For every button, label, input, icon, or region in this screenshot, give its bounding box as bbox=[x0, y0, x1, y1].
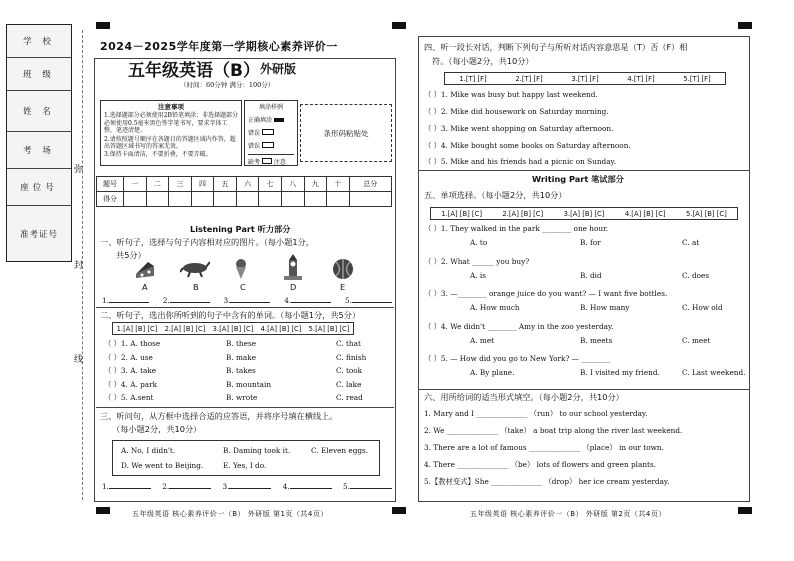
answer-option[interactable]: 4.[A] [B] [C] bbox=[260, 324, 302, 333]
seal-word: 封 bbox=[74, 261, 84, 271]
answer-option[interactable]: 4.[A] [B] [C] bbox=[624, 209, 666, 218]
answer-option[interactable]: 5.[T] [F] bbox=[683, 74, 711, 83]
answer-option[interactable]: 1.[T] [F] bbox=[459, 74, 487, 83]
score-table bbox=[96, 176, 392, 207]
q4-answer-sheet bbox=[444, 72, 726, 85]
response-option: A. No, I didn't. bbox=[121, 446, 176, 455]
response-option: B. Daming took it. bbox=[223, 446, 291, 455]
score-col: 一 bbox=[124, 177, 147, 192]
q4-item: （ ）2. Mike did housework on Saturday morning. bbox=[424, 107, 609, 116]
q5-stem: （ ）3. —________ orange juice do you want? — I want five bottles. bbox=[424, 289, 668, 298]
q5-stem: （ ）5. — How did you go to New York? — ________ bbox=[424, 354, 611, 363]
q5-option: B. How many bbox=[580, 303, 630, 312]
q5-option: C. does bbox=[682, 270, 710, 280]
score-col: 六 bbox=[236, 177, 259, 192]
answer-option[interactable]: 3.[A] [B] [C] bbox=[563, 209, 605, 218]
absent-checkbox[interactable] bbox=[262, 158, 272, 164]
answer-option[interactable]: 1.[A] [B] [C] bbox=[441, 209, 482, 218]
score-col: 二 bbox=[146, 177, 169, 192]
ticket-number-field[interactable]: 准考证号 bbox=[19, 230, 58, 240]
q4-instruction-cont: 符。（每小题2分，共10分） bbox=[432, 56, 534, 66]
score-cell[interactable] bbox=[146, 192, 169, 207]
alignment-mark bbox=[96, 22, 110, 29]
score-row-label: 题号 bbox=[97, 177, 124, 192]
answer-option[interactable]: 5.[A] [B] [C] bbox=[308, 324, 350, 333]
q3-instruction: 三、听问句，从方框中选择合适的应答语，并将序号填在横线上。 bbox=[100, 411, 338, 421]
pic-letter: E bbox=[340, 282, 346, 292]
page-footer: 五年级英语 核心素养评价一（B） 外研版 第1页（共4页） bbox=[132, 510, 328, 518]
q5-option: A. How much bbox=[470, 303, 520, 312]
q2-item-part: （ ）4. A. park bbox=[104, 379, 158, 389]
score-cell[interactable] bbox=[236, 192, 259, 207]
q6-item[interactable]: 4. There ______________ （be） lots of flowers and green plants. bbox=[424, 460, 657, 469]
q6-item[interactable]: 1. Mary and I ______________ （run） to our school yesterday. bbox=[424, 409, 648, 418]
score-cell[interactable] bbox=[349, 192, 391, 207]
q4-item: （ ）5. Mike and his friends had a picnic on Sunday. bbox=[424, 157, 617, 166]
q2-item-part: B. make bbox=[226, 352, 257, 362]
seal-word: 弥 bbox=[74, 165, 84, 175]
response-option: E. Yes, I do. bbox=[223, 461, 267, 470]
divider bbox=[96, 407, 394, 408]
name-field[interactable]: 姓 名 bbox=[7, 91, 71, 132]
score-col: 八 bbox=[281, 177, 304, 192]
lizard-icon bbox=[180, 258, 210, 278]
notes-item: 3.保持卡面清洁，不要折叠，不要弄破。 bbox=[104, 150, 212, 158]
notes-title: 注意事项 bbox=[158, 103, 184, 111]
divider bbox=[418, 389, 749, 390]
answer-option[interactable]: 5.[A] [B] [C] bbox=[686, 209, 727, 218]
q5-option: A. By plane. bbox=[470, 368, 515, 377]
q4-item: （ ）1. Mike was busy but happy last weekend. bbox=[424, 90, 598, 99]
alignment-mark bbox=[392, 507, 406, 514]
score-col: 十 bbox=[327, 177, 350, 192]
fill-correct-label: 正确填涂 bbox=[248, 117, 273, 124]
writing-heading: Writing Part 笔试部分 bbox=[532, 174, 624, 184]
q6-item[interactable]: 5.【教材变式】She ______________ （drop） her ice cream yesterday. bbox=[424, 477, 670, 486]
seat-number-field[interactable]: 座位号 bbox=[7, 169, 71, 206]
q2-item-part: C. lake bbox=[336, 379, 362, 389]
notes-item: 1.选择题部分必须使用2B铅笔填涂；非选择题部分必须使用0.5毫米黑色签字笔书写，要求字体工整，笔迹清楚。 bbox=[104, 112, 238, 134]
q4-instruction: 四、听一段长对话，判断下列句子与所听对话内容意思是（T）否（F）相 bbox=[424, 42, 688, 52]
wrong-box-icon bbox=[262, 142, 274, 148]
score-row-scores bbox=[97, 192, 392, 207]
exam-room-field[interactable]: 考 场 bbox=[7, 132, 71, 169]
q5-option: A. is bbox=[470, 270, 486, 280]
exam-title: 2024－2025学年度第一学期核心素养评价一 bbox=[100, 40, 338, 53]
q4-item: （ ）4. Mike bought some books on Saturday afternoon. bbox=[424, 141, 631, 150]
score-cell[interactable] bbox=[304, 192, 327, 207]
time-info: （时间：60分钟 满分：100分） bbox=[180, 81, 275, 89]
q5-option: B. meets bbox=[580, 335, 613, 345]
score-cell[interactable] bbox=[169, 192, 192, 207]
q5-answer-sheet bbox=[430, 207, 738, 220]
absent-note: 注意 bbox=[273, 159, 286, 166]
q5-option: B. for bbox=[580, 238, 601, 247]
q2-item-part: C. took bbox=[336, 366, 363, 375]
q5-stem: （ ）1. They walked in the park ________ one hour. bbox=[424, 224, 609, 233]
q5-option: C. at bbox=[682, 238, 700, 247]
q5-option: C. Last weekend. bbox=[682, 368, 746, 377]
q5-stem: （ ）4. We didn't ________ Amy in the zoo yesterday. bbox=[424, 321, 614, 331]
answer-blank[interactable]: 5. bbox=[343, 482, 392, 491]
watermelon-icon bbox=[332, 258, 354, 280]
q5-stem: （ ）2. What ______ you buy? bbox=[424, 256, 530, 266]
alignment-mark bbox=[96, 507, 110, 514]
answer-blank[interactable]: 2. bbox=[162, 482, 211, 491]
page-footer: 五年级英语 核心素养评价一（B） 外研版 第2页（共4页） bbox=[470, 510, 666, 518]
q1-answer-row bbox=[102, 296, 392, 305]
q5-option: B. I visited my friend. bbox=[580, 368, 660, 377]
score-col: 五 bbox=[214, 177, 237, 192]
score-col: 九 bbox=[304, 177, 327, 192]
answer-option[interactable]: 4.[T] [F] bbox=[627, 74, 655, 83]
q2-item-part: （ ）1. A. those bbox=[104, 339, 161, 348]
q2-item-part: B. takes bbox=[226, 366, 256, 375]
answer-option[interactable]: 3.[A] [B] [C] bbox=[212, 324, 254, 333]
q3-instruction-cont: （每小题2分，共10分） bbox=[112, 424, 202, 434]
q5-option: A. to bbox=[470, 238, 488, 247]
absent-label: 缺考 bbox=[248, 159, 261, 166]
seal-word: 线 bbox=[74, 355, 84, 365]
answer-option[interactable]: 2.[A] [B] [C] bbox=[164, 324, 206, 333]
q6-item[interactable]: 3. There are a lot of famous ______________ （place） in our town. bbox=[424, 443, 664, 452]
big-ben-icon bbox=[284, 254, 302, 280]
score-row-label: 得分 bbox=[97, 192, 124, 207]
q1-instruction-cont: 共5分） bbox=[116, 250, 146, 260]
score-cell[interactable] bbox=[124, 192, 147, 207]
answer-option[interactable]: 2.[T] [F] bbox=[515, 74, 543, 83]
edition-label: 外研版 bbox=[260, 62, 297, 76]
answer-option[interactable]: 2.[A] [B] [C] bbox=[502, 209, 544, 218]
pic-letter: A bbox=[142, 282, 148, 292]
q2-item-part: （ ）5. A.sent bbox=[104, 393, 154, 402]
q2-item-part: （ ）2. A. use bbox=[104, 352, 153, 362]
cheese-icon bbox=[134, 260, 156, 280]
q2-answer-sheet bbox=[112, 322, 354, 335]
answer-blank[interactable]: 1. bbox=[102, 296, 149, 305]
q3-response-box bbox=[112, 440, 380, 476]
q2-item-part: C. that bbox=[336, 339, 361, 348]
score-col: 总分 bbox=[349, 177, 391, 192]
answer-blank[interactable]: 4. bbox=[284, 296, 331, 305]
q4-item: （ ）3. Mike went shopping on Saturday afternoon. bbox=[424, 124, 614, 133]
q2-item-part: B. these bbox=[226, 339, 257, 348]
response-option: C. Eleven eggs. bbox=[311, 446, 369, 455]
score-col: 三 bbox=[169, 177, 192, 192]
fill-example-title: 填涂样例 bbox=[258, 104, 283, 111]
q5-instruction: 五、单项选择。（每小题2分，共10分） bbox=[424, 190, 567, 200]
alignment-mark bbox=[392, 22, 406, 29]
fill-example-box bbox=[244, 100, 298, 166]
q2-item-part: C. finish bbox=[336, 352, 367, 362]
ice-cream-icon bbox=[234, 258, 248, 280]
alignment-mark bbox=[738, 22, 752, 29]
wrong-box-icon bbox=[262, 129, 274, 135]
q6-item[interactable]: 2. We ______________ （take） a boat trip along the river last weekend. bbox=[424, 426, 683, 435]
barcode-area: 条形码粘贴处 bbox=[300, 104, 392, 162]
fill-wrong-label: 错误 bbox=[248, 130, 261, 137]
answer-option[interactable]: 1.[A] [B] [C] bbox=[116, 324, 158, 333]
notes-item: 2.请按照题号顺序在各题目的答题区域内作答，超出答题区域书写的答案无效。 bbox=[104, 135, 236, 150]
divider bbox=[96, 307, 394, 308]
score-cell[interactable] bbox=[214, 192, 237, 207]
notes-box bbox=[100, 100, 242, 166]
filled-box-icon bbox=[274, 118, 284, 122]
answer-blank[interactable]: 4. bbox=[283, 482, 332, 491]
score-row-numbers bbox=[97, 177, 392, 192]
answer-blank[interactable]: 3. bbox=[224, 296, 271, 305]
class-field[interactable]: 班 级 bbox=[7, 58, 71, 91]
q2-item-part: B. wrote bbox=[226, 393, 258, 402]
subject-title: 五年级英语（B） bbox=[128, 61, 260, 81]
q5-option: B. did bbox=[580, 270, 602, 280]
q2-item-part: B. mountain bbox=[226, 379, 272, 389]
score-cell[interactable] bbox=[327, 192, 350, 207]
fill-wrong-label: 错误 bbox=[248, 143, 261, 150]
score-cell[interactable] bbox=[191, 192, 214, 207]
q5-option: A. met bbox=[470, 335, 495, 345]
alignment-mark bbox=[738, 507, 752, 514]
response-option: D. We went to Beijing. bbox=[121, 461, 204, 470]
score-cell[interactable] bbox=[259, 192, 282, 207]
score-cell[interactable] bbox=[281, 192, 304, 207]
answer-blank[interactable]: 2. bbox=[163, 296, 210, 305]
q1-instruction: 一、听句子，选择与句子内容相对应的图片。（每小题1分， bbox=[100, 237, 314, 247]
q3-answer-row bbox=[102, 482, 392, 491]
answer-blank[interactable]: 1. bbox=[102, 482, 151, 491]
pic-letter: D bbox=[290, 282, 297, 292]
answer-blank[interactable]: 5. bbox=[345, 296, 392, 305]
answer-blank[interactable]: 3. bbox=[223, 482, 272, 491]
q2-instruction: 二、听句子，选出你所听到的句子中含有的单词。（每小题1分，共5分） bbox=[100, 310, 361, 320]
q2-item-part: （ ）3. A. take bbox=[104, 366, 157, 375]
listening-heading: Listening Part 听力部分 bbox=[190, 224, 291, 234]
divider bbox=[418, 170, 749, 171]
pic-letter: C bbox=[240, 282, 246, 292]
student-info-panel bbox=[6, 24, 72, 262]
q5-option: C. meet bbox=[682, 335, 711, 345]
pic-letter: B bbox=[193, 282, 199, 292]
answer-option[interactable]: 3.[T] [F] bbox=[571, 74, 599, 83]
score-col: 七 bbox=[259, 177, 282, 192]
q6-instruction: 六、用所给词的适当形式填空。（每小题2分，共10分） bbox=[424, 392, 624, 402]
score-col: 四 bbox=[191, 177, 214, 192]
q5-option: C. How old bbox=[682, 303, 723, 312]
q2-item-part: C. read bbox=[336, 393, 363, 402]
school-field[interactable]: 学 校 bbox=[7, 25, 71, 58]
